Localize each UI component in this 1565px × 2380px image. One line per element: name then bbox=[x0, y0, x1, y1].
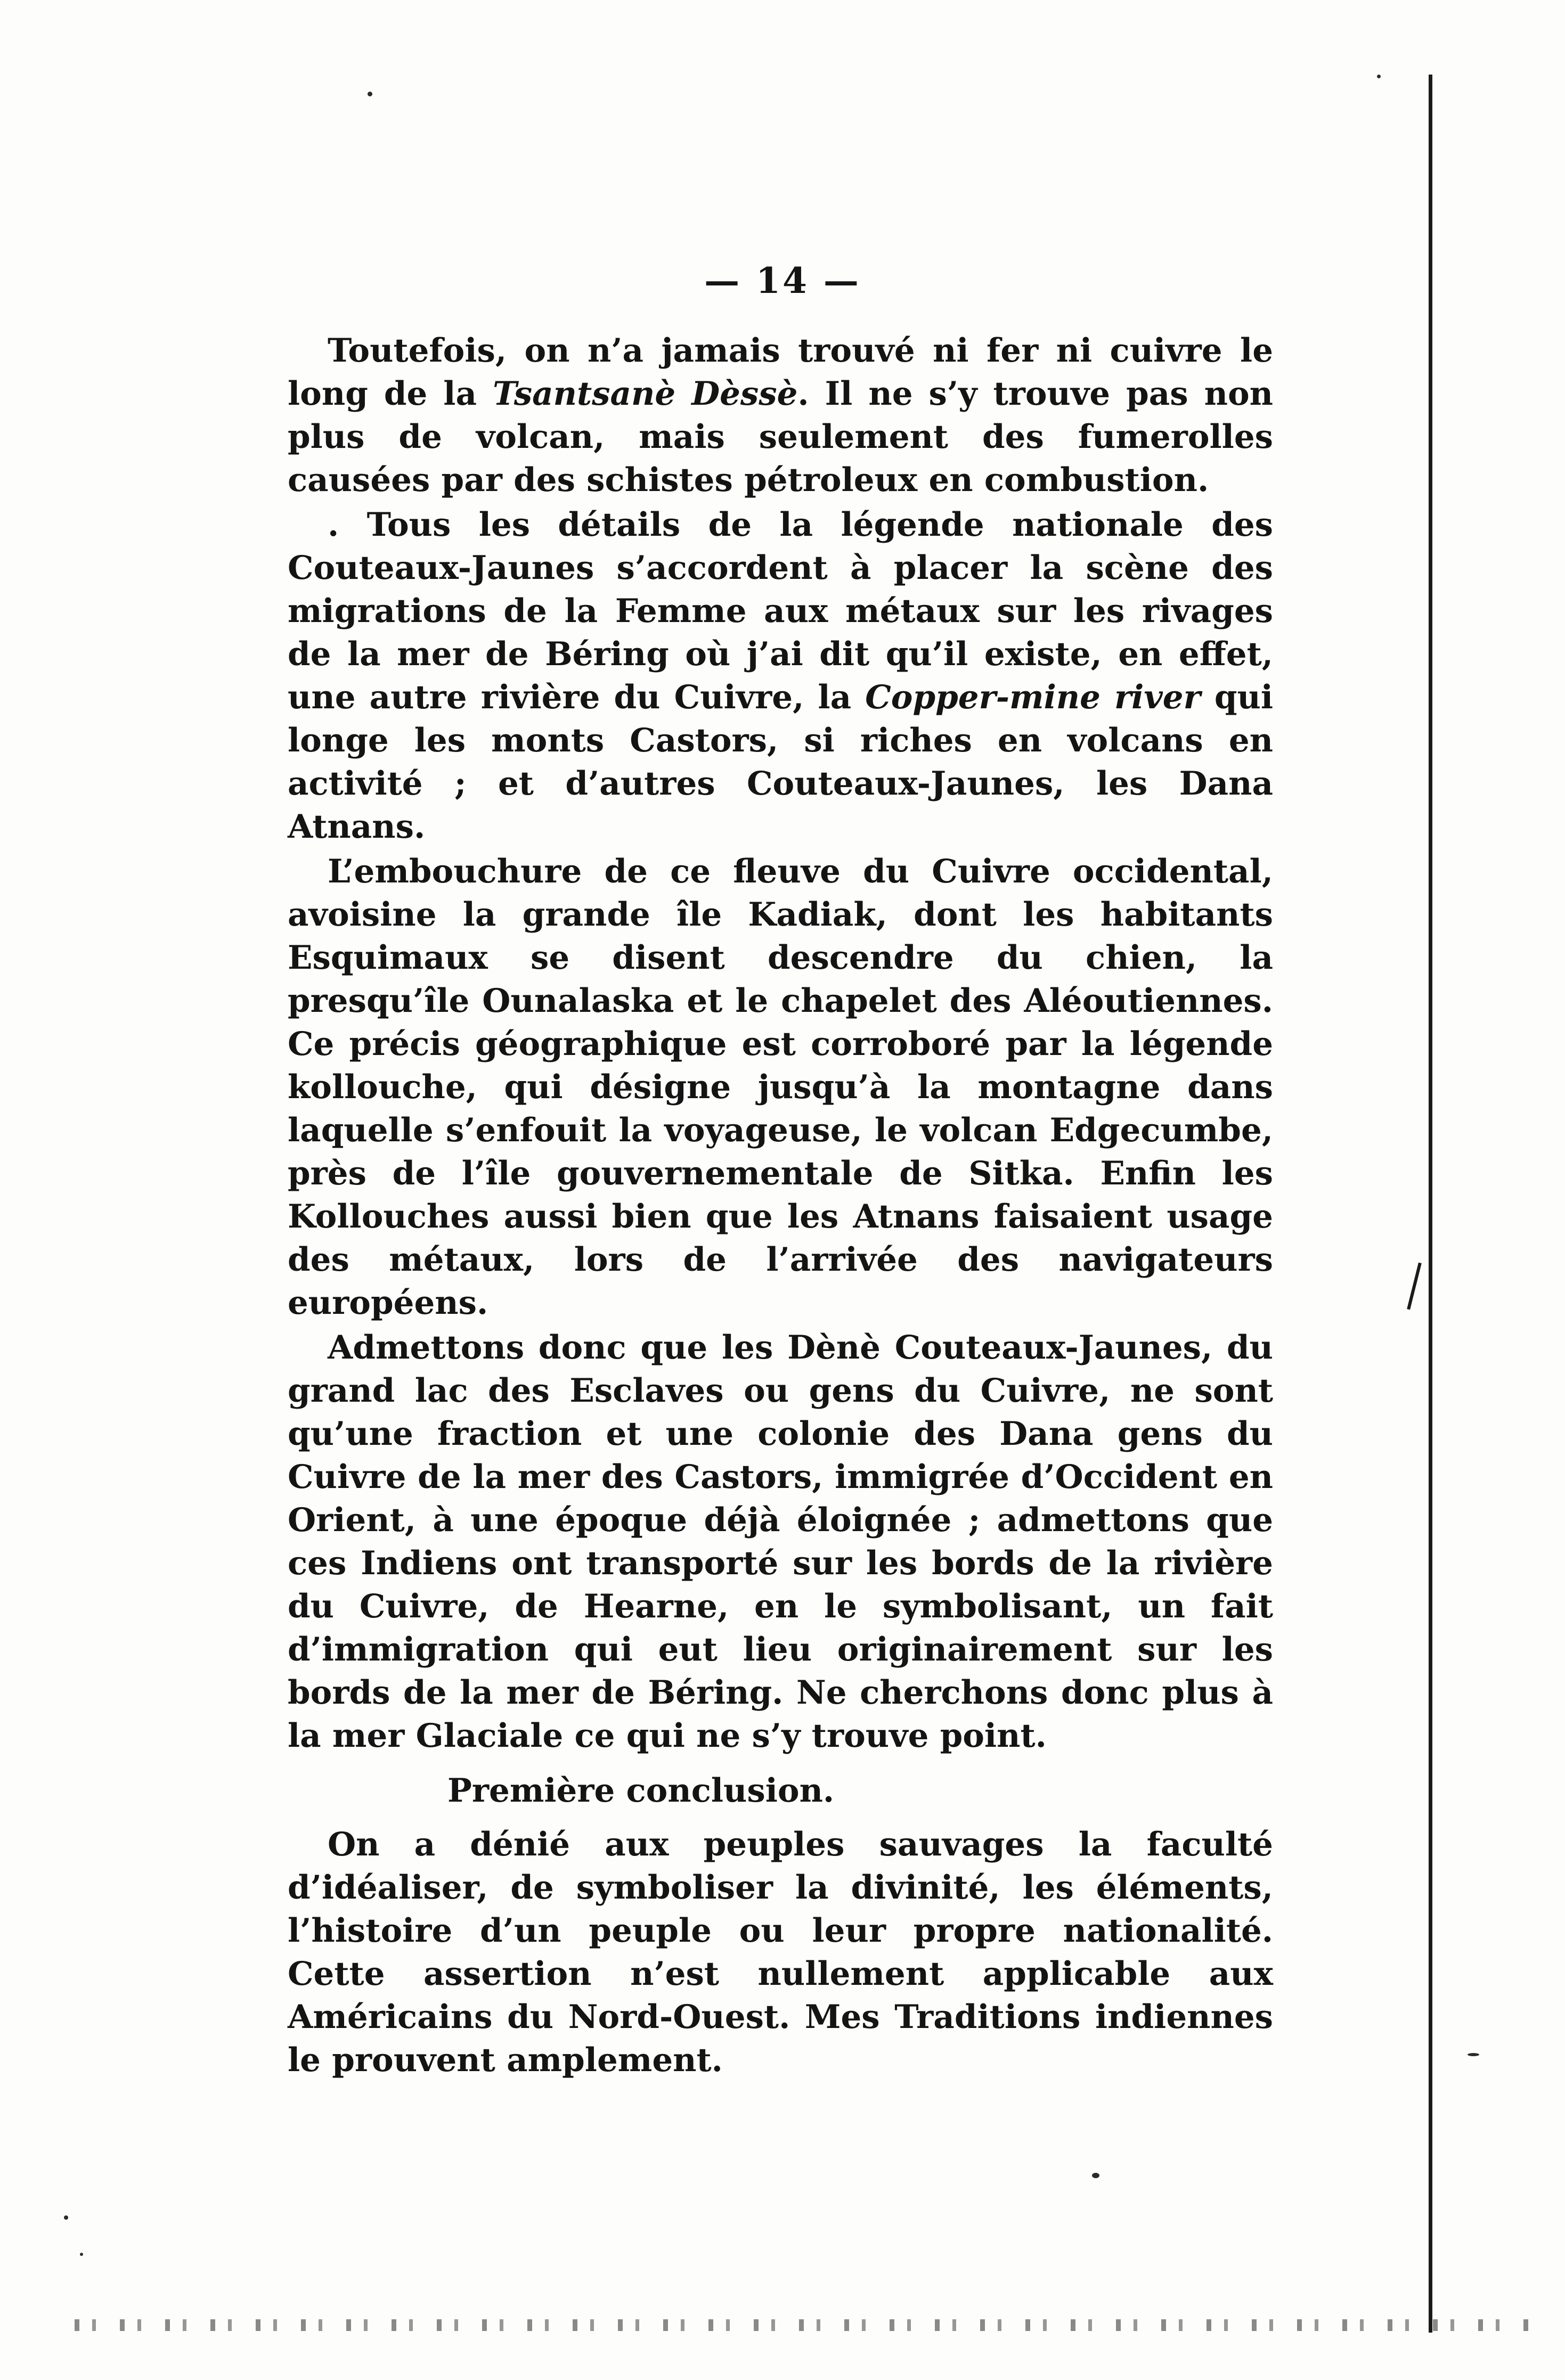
conclusion-paragraph: On a dénié aux peuples sauvages la faculté d’idéaliser, de symboliser la divinité, les éléments, l’histoire d’un peuple ou leur propre nationalité. Cette assertion n’est nullement applicable aux Américains du Nord-Ouest. Mes Traditions indiennes le prouvent amplement. bbox=[288, 1826, 1273, 2079]
body-text bbox=[288, 329, 1273, 2082]
scan-speck bbox=[368, 92, 372, 96]
section-heading: Première conclusion. bbox=[447, 1772, 835, 1810]
paragraph-1-text-a: Toutefois, on n’a jamais trouvé ni fer ni cuivre le long de la bbox=[288, 332, 1273, 413]
place-name-copper-mine-river: Copper-mine river bbox=[865, 678, 1201, 716]
paragraph-2 bbox=[288, 503, 1273, 848]
paragraph-4 bbox=[288, 1326, 1273, 1757]
place-name-tsantsane-desse: Tsantsanè Dèssè bbox=[493, 375, 798, 413]
page-number: — 14 — bbox=[704, 260, 861, 301]
scan-speck bbox=[64, 2215, 68, 2220]
margin-mark bbox=[1407, 1263, 1422, 1310]
paragraph-1-text-b: . Il ne s’y trouve pas non plus de volcan, mais seulement des fumerolles causées par des schistes pétroleux en combustion. bbox=[288, 375, 1274, 499]
page-edge-line bbox=[1429, 75, 1432, 2333]
scan-speck bbox=[80, 2253, 83, 2256]
scan-noise-bottom bbox=[75, 2319, 1539, 2331]
paragraph-1 bbox=[288, 329, 1273, 502]
scan-speck bbox=[1092, 2173, 1099, 2178]
paragraph-2-text-b: qui longe les monts Castors, si riches en volcans en activité ; et d’autres Couteaux-Jaunes, les Dana Atnans. bbox=[288, 678, 1273, 846]
paragraph-2-text-a: . Tous les détails de la légende nationale des Couteaux-Jaunes s’accordent à placer la scène des migrations de la Femme aux métaux sur les rivages de la mer de Béring où j’ai dit qu’il existe, en effet, une autre rivière du Cuivre, la bbox=[288, 506, 1273, 716]
scan-speck bbox=[1468, 2053, 1479, 2056]
paragraph-4-text: Admettons donc que les Dènè Couteaux-Jaunes, du grand lac des Esclaves ou gens du Cuivre, ne sont qu’une fraction et une colonie des Dana gens du Cuivre de la mer des Castors, immigrée d’Occident en Orient, à une époque déjà éloignée ; admettons que ces Indiens ont transporté sur les bords de la rivière du Cuivre, de Hearne, en le symbolisant, un fait d’immigration qui eut lieu originairement sur les bords de la mer de Béring. Ne cherchons donc plus à la mer Glaciale ce qui ne s’y trouve point. bbox=[288, 1329, 1273, 1755]
paragraph-3 bbox=[288, 850, 1273, 1324]
scan-speck bbox=[1377, 75, 1381, 78]
paragraph-3-text: L’embouchure de ce fleuve du Cuivre occidental, avoisine la grande île Kadiak, dont les habitants Esquimaux se disent descendre du chien, la presqu’île Ounalaska et le chapelet des Aléoutiennes. Ce précis géographique est corroboré par la légende kollouche, qui désigne jusqu’à la montagne dans laquelle s’enfouit la voyageuse, le volcan Edgecumbe, près de l’île gouvernementale de Sitka. Enfin les Kollouches aussi bien que les Atnans faisaient usage des métaux, lors de l’arrivée des navigateurs européens. bbox=[288, 853, 1273, 1322]
